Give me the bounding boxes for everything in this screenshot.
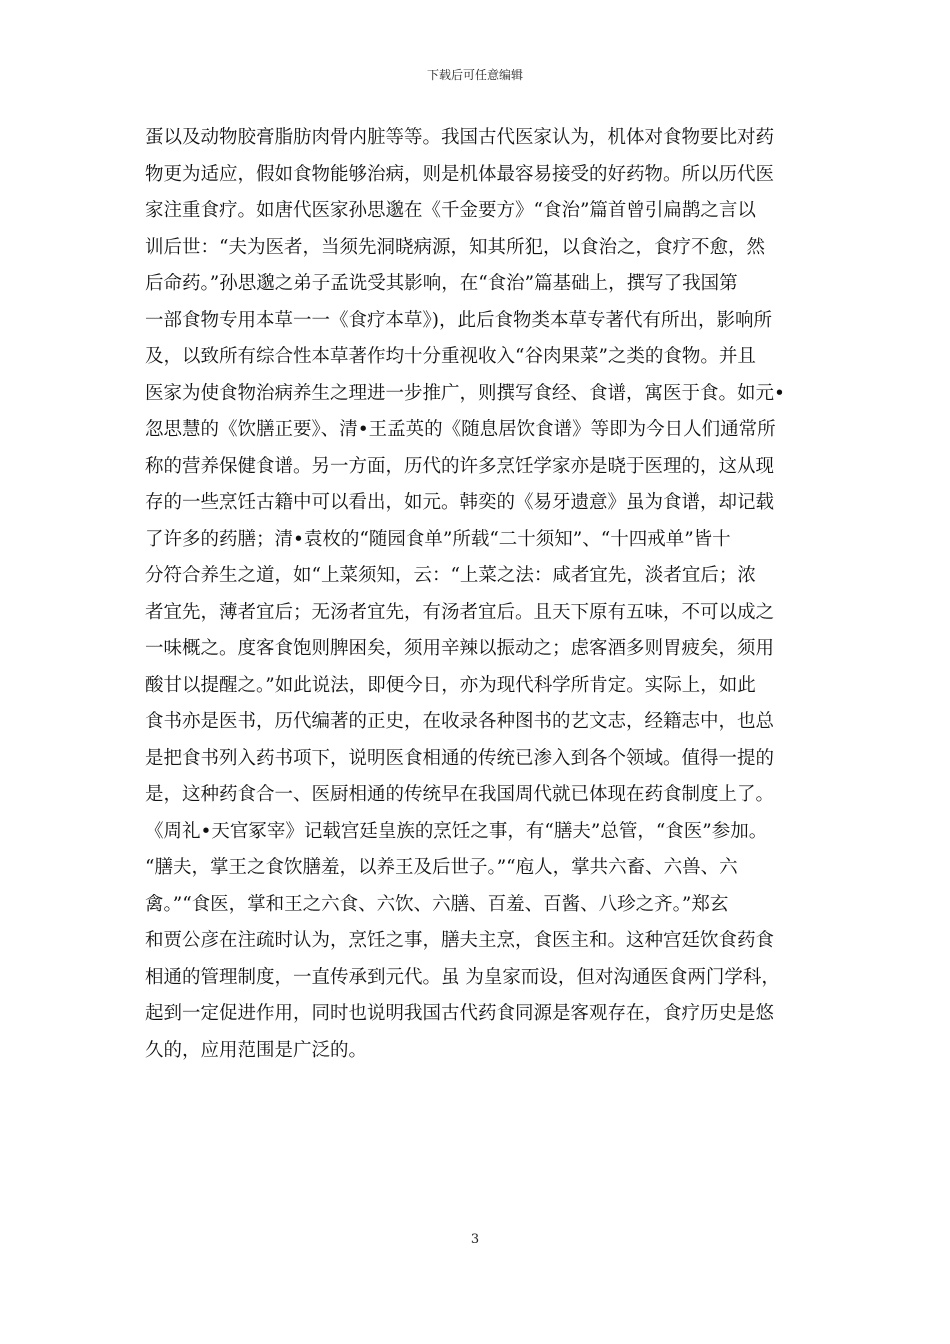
text-line: “膳夫，掌王之食饮膳羞，以养王及后世子。”“庖人，掌共六畜、六兽、六	[145, 857, 738, 878]
text-line: 医家为使食物治病养生之理进一步推广，则撰写食经、食谱，寓医于食。如元•	[145, 382, 785, 404]
text-line: 《周礼•天官冢宰》记载宫廷皇族的烹饪之事，有“膳夫”总管，“食医”参加。	[145, 820, 768, 842]
text-line: 了许多的药膳；清•袁枚的“随园食单”所载“二十须知”、“十四戒单”皆十	[145, 528, 731, 550]
text-line: 禽。”“食医，掌和王之六食、六饮、六膳、百羞、百酱、八珍之齐。”郑玄	[145, 893, 729, 915]
text-line: 相通的管理制度，一直传承到元代。虽 为皇家而设，但对沟通医食两门学科，	[145, 966, 780, 988]
text-line: 起到一定促进作用，同时也说明我国古代药食同源是客观存在，食疗历史是悠	[145, 1003, 775, 1024]
text-line: 食书亦是医书，历代编著的正史，在收录各种图书的艺文志，经籍志中，也总	[145, 711, 775, 732]
text-line: 物更为适应，假如食物能够治病，则是机体最容易接受的好药物。所以历代医	[145, 163, 775, 185]
text-line: 蛋以及动物胶膏脂肪肉骨内脏等等。我国古代医家认为，机体对食物要比对药	[145, 127, 775, 148]
text-line: 和贾公彦在注疏时认为，烹饪之事，膳夫主烹，食医主和。这种宫廷饮食药食	[145, 930, 775, 951]
text-line: 后命药。”孙思邈之弟子孟诜受其影响，在“食治”篇基础上，撰写了我国第	[145, 273, 738, 294]
text-line: 一部食物专用本草一一《食疗本草》)，此后食物类本草专著代有所出，影响所	[145, 309, 772, 331]
body-paragraph	[145, 120, 825, 1069]
text-line: 酸甘以提醒之。”如此说法，即便今日，亦为现代科学所肯定。实际上，如此	[145, 674, 756, 696]
text-line: 及，以致所有综合性本草著作均十分重视收入“谷肉果菜”之类的食物。并且	[145, 346, 756, 367]
text-line: 者宜先，薄者宜后；无汤者宜先，有汤者宜后。且天下原有五味，不可以成之	[145, 601, 775, 623]
text-line: 一味概之。度客食饱则脾困矣，须用辛辣以振动之；虑客酒多则胃疲矣，须用	[145, 638, 775, 659]
text-line: 称的营养保健食谱。另一方面，历代的许多烹饪学家亦是晓于医理的，这从现	[145, 455, 775, 477]
page-number: 3	[470, 1232, 480, 1247]
text-line: 分符合养生之道，如“上菜须知，云：“上菜之法：咸者宜先，淡者宜后；浓	[145, 565, 756, 586]
text-line: 存的一些烹饪古籍中可以看出，如元。韩奕的《易牙遗意》虽为食谱，却记载	[145, 492, 775, 513]
text-line: 是，这种药食合一、医厨相通的传统早在我国周代就已体现在药食制度上了。	[145, 784, 775, 805]
page-header: 下载后可任意编辑	[426, 68, 523, 82]
text-line: 忽思慧的《饮膳正要》、清•王孟英的《随息居饮食谱》等即为今日人们通常所	[145, 419, 776, 440]
text-line: 是把食书列入药书项下，说明医食相通的传统已渗入到各个领域。值得一提的	[145, 747, 775, 769]
text-line: 家注重食疗。如唐代医家孙思邈在《千金要方》“食治”篇首曾引扁鹊之言以	[145, 200, 756, 221]
text-line: 久的，应用范围是广泛的。	[145, 1039, 368, 1061]
text-line: 训后世：“夫为医者，当须先洞晓病源，知其所犯，以食治之，食疗不愈，然	[145, 236, 765, 258]
